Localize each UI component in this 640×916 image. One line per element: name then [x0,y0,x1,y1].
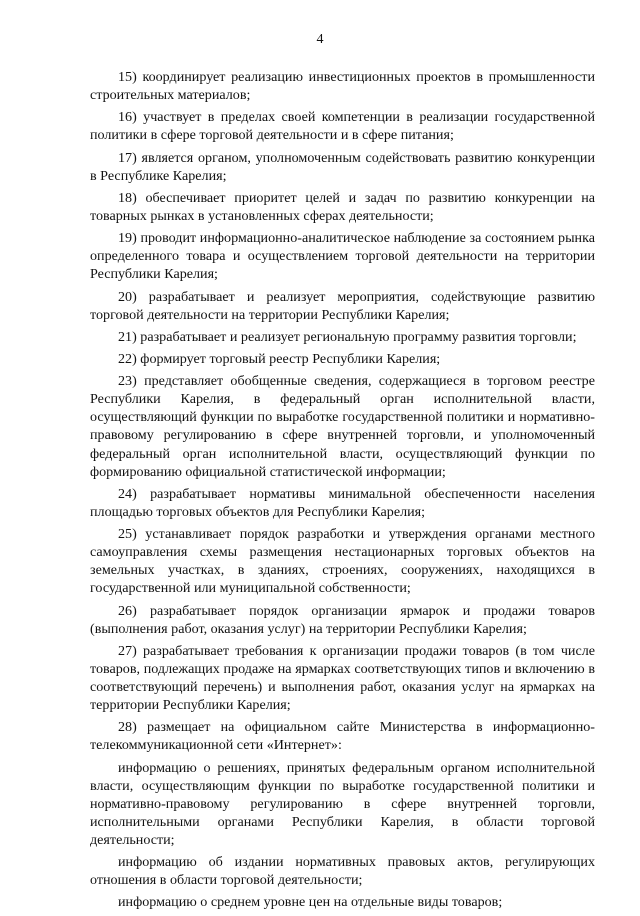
paragraph-item-18: 18) обеспечивает приоритет целей и задач по развитию конкуренции на товарных рынках в установленных сферах деятельности; [90,189,595,224]
paragraph-item-27: 27) разрабатывает требования к организации продажи товаров (в том числе товаров, подлежащих продаже на ярмарках соответствующих типов и включению в соответствующий перечень) и выполнения работ, оказания услуг на ярмарках на территории Республики Карелия; [90,642,595,714]
paragraph-subitem-prices: информацию о среднем уровне цен на отдельные виды товаров; [118,894,503,911]
paragraph-item-17: 17) является органом, уполномоченным содействовать развитию конкуренции в Республике Карелия; [90,149,595,184]
paragraph-item-19: 19) проводит информационно-аналитическое наблюдение за состоянием рынка определенного товара и осуществлением торговой деятельности на территории Республики Карелия; [90,230,595,283]
document-body [90,68,595,916]
paragraph-item-28: 28) размещает на официальном сайте Министерства в информационно-телекоммуникационной сети «Интернет»: [90,719,595,754]
paragraph-item-24: 24) разрабатывает нормативы минимальной обеспеченности населения площадью торговых объектов для Республики Карелия; [90,485,595,520]
paragraph-subitem-legal-acts: информацию об издании нормативных правовых актов, регулирующих отношения в области торговой деятельности; [90,854,595,889]
page-number: 4 [316,32,324,47]
paragraph-item-23: 23) представляет обобщенные сведения, содержащиеся в торговом реестре Республики Карелия, в федеральный орган исполнительной власти, осуществляющий функции по выработке государственной политики и нормативно-правовому регулированию в сфере внутренней торговли, и уполномоченный федеральный орган исполнительной власти, осуществляющий функции по формированию официальной статистической информации; [90,373,595,480]
paragraph-item-22: 22) формирует торговый реестр Республики Карелия; [118,350,441,367]
paragraph-subitem-decisions: информацию о решениях, принятых федеральным органом исполнительной власти, осуществляющим функции по выработке государственной политики и нормативно-правовому регулированию в сфере внутренней торговли, исполнительными органами Республики Карелия, в области торговой деятельности; [90,759,595,848]
paragraph-item-26: 26) разрабатывает порядок организации ярмарок и продажи товаров (выполнения работ, оказания услуг) на территории Республики Карелия; [90,602,595,637]
paragraph-item-25: 25) устанавливает порядок разработки и утверждения органами местного самоуправления схемы размещения нестационарных торговых объектов на земельных участках, в зданиях, строениях, сооружениях, находящихся в государственной или муниципальной собственности; [90,526,595,597]
paragraph-item-15: 15) координирует реализацию инвестиционных проектов в промышленности строительных материалов; [90,69,595,104]
paragraph-item-21: 21) разрабатывает и реализует региональную программу развития торговли; [118,328,577,345]
paragraph-item-20: 20) разрабатывает и реализует мероприятия, содействующие развитию торговой деятельности на территории Республики Карелия; [90,288,595,323]
paragraph-item-16: 16) участвует в пределах своей компетенции в реализации государственной политики в сфере торговой деятельности и в сфере питания; [90,109,595,144]
